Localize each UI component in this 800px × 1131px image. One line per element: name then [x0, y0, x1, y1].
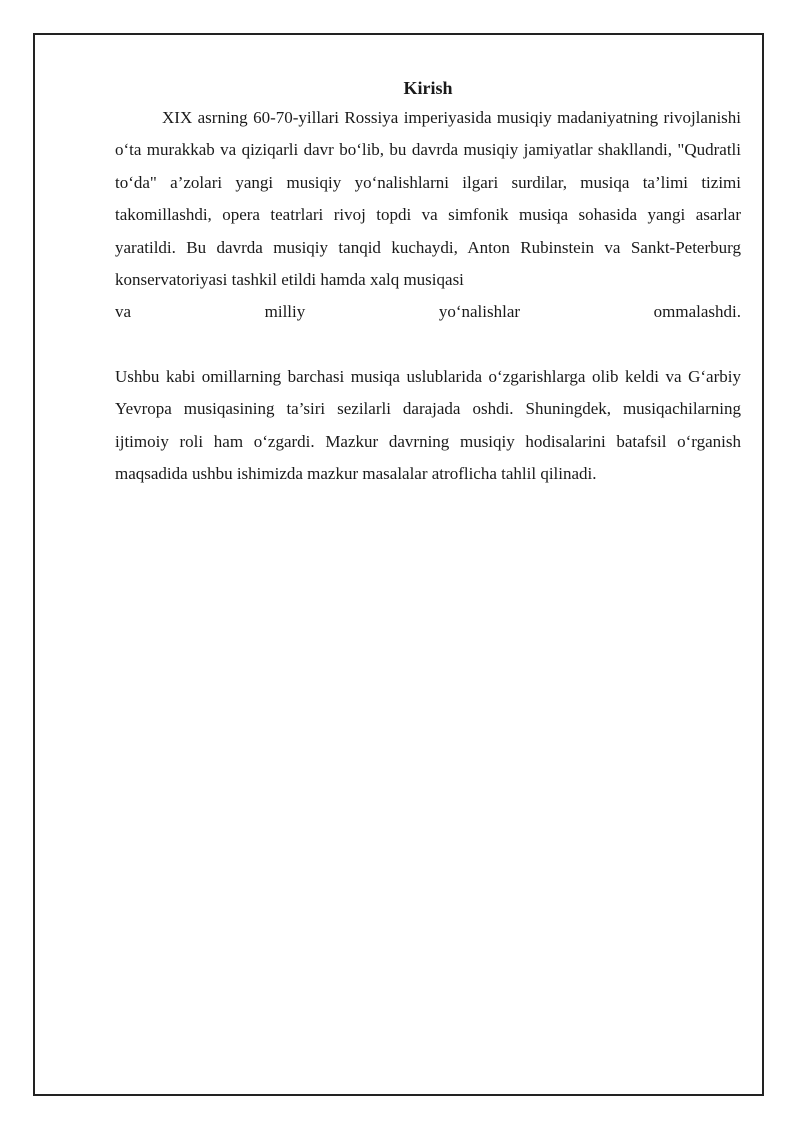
- paragraph-1: XIX asrning 60-70-yillari Rossiya imperiyasida musiqiy madaniyatning rivojlanishi o‘ta murakkab va qiziqarli davr bo‘lib, bu davrda musiqiy jamiyatlar shakllandi, "Qudratli to‘da" a’zolari yangi musiqiy yo‘nalishlarni ilgari surdilar, musiqa ta’limi tizimi takomillashdi, opera teatrlari rivoj topdi va simfonik musiqa sohasida yangi asarlar yaratildi. Bu davrda musiqiy tanqid kuchaydi, Anton Rubinstein va Sankt-Peterburg konservatoriyasi tashkil etildi hamda xalq musiqasi: [115, 108, 741, 290]
- paragraph-2: Ushbu kabi omillarning barchasi musiqa uslublarida o‘zgarishlarga olib keldi va G‘arbiy Yevropa musiqasining ta’siri sezilarli darajada oshdi. Shuningdek, musiqachilarning ijtimoiy roli ham o‘zgardi. Mazkur davrning musiqiy hodisalarini batafsil o‘rganish maqsadida ushbu ishimizda mazkur masalalar atroflicha tahlil qilinadi.: [115, 366, 741, 484]
- paragraph-1-last-line: va milliy yo‘nalishlar ommalashdi.: [115, 302, 741, 322]
- paragraph-spacer: [115, 329, 741, 361]
- document-title: Kirish: [403, 78, 453, 98]
- document-body: [115, 74, 741, 490]
